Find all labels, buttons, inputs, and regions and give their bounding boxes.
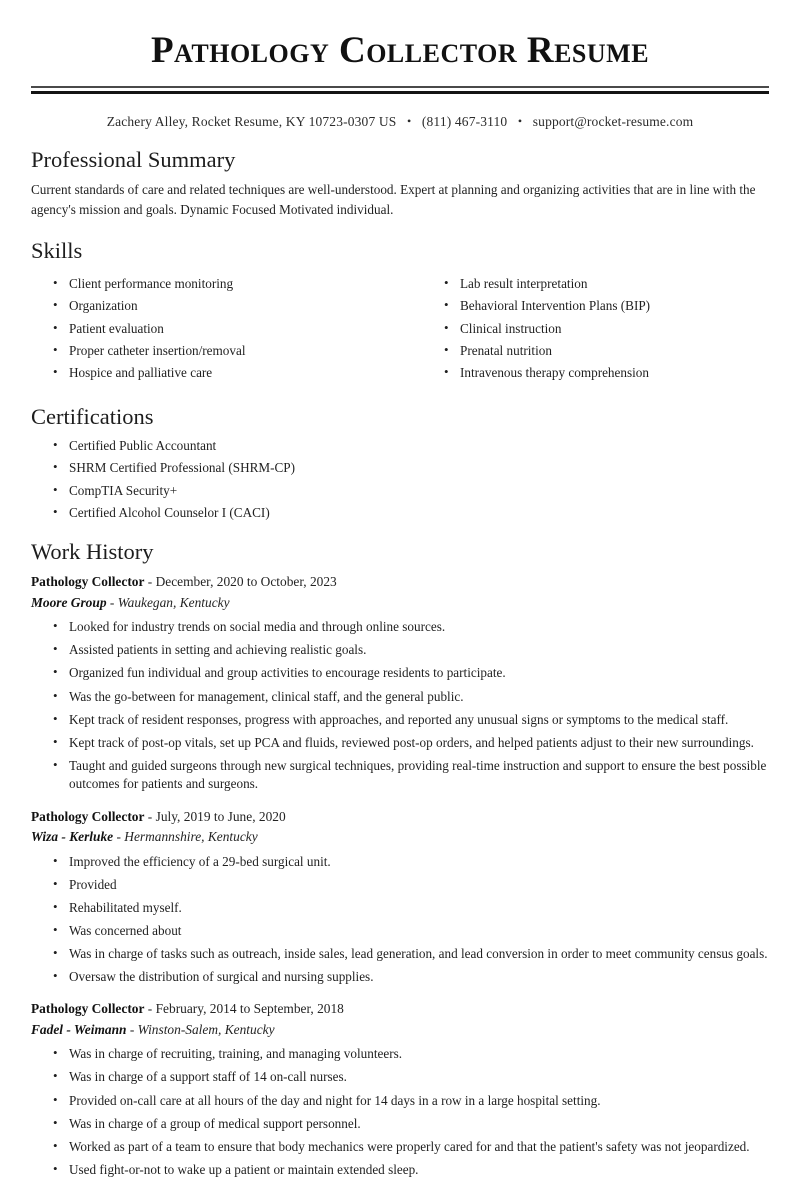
job-separator: - [147, 574, 153, 590]
contact-separator-2: • [517, 113, 523, 128]
job-separator: - [116, 829, 121, 845]
job-title-line [31, 807, 769, 826]
job-company: Wiza - Kerluke [31, 829, 114, 845]
job-dates: July, 2019 to June, 2020 [155, 808, 286, 824]
certifications-list [31, 437, 769, 522]
list-item: • Organized fun individual and group activities to encourage residents to participate. [53, 664, 769, 682]
job-company-line [31, 593, 769, 612]
header-divider [31, 86, 769, 97]
job-location: Waukegan, Kentucky [117, 594, 230, 610]
section-professional-summary [31, 146, 769, 221]
job-title: Pathology Collector [31, 808, 145, 824]
list-item: • Hospice and palliative care [53, 364, 400, 382]
job-bullets [31, 618, 769, 793]
skills-list-right [422, 275, 769, 383]
job-location: Winston-Salem, Kentucky [137, 1021, 275, 1037]
section-heading-summary: Professional Summary [31, 146, 236, 172]
summary-text: Current standards of care and related techniques are well-understood. Expert at planning and organizing activities that are in line with the agency's mission and goals. Dynamic Focused Motivated individual. [31, 181, 756, 218]
list-item: • Proper catheter insertion/removal [53, 342, 400, 360]
skills-column-right [400, 271, 769, 387]
list-item: • Was in charge of a support staff of 14 on-call nurses. [53, 1068, 769, 1086]
divider-line-bottom [31, 91, 769, 94]
job-separator: - [129, 1021, 135, 1037]
list-item: • Was in charge of a group of medical support personnel. [53, 1115, 769, 1133]
job-company-line [31, 827, 769, 846]
list-item: • Patient evaluation [53, 320, 400, 338]
list-item: • Organization [53, 297, 400, 315]
section-work-history [31, 538, 769, 1179]
list-item: • Oversaw the distribution of surgical and nursing supplies. [53, 968, 769, 986]
section-skills [31, 237, 769, 387]
list-item: • Client performance monitoring [53, 275, 400, 293]
list-item: • Clinical instruction [444, 320, 769, 338]
list-item: • Kept track of resident responses, progress with approaches, and reported any unusual signs or symptoms to the medical staff. [53, 711, 769, 729]
list-item: • Provided [53, 876, 769, 894]
list-item: • Worked as part of a team to ensure that body mechanics were properly cared for and that the patient's safety was not jeopardized. [53, 1138, 769, 1156]
list-item: • Was in charge of recruiting, training, and managing volunteers. [53, 1045, 769, 1063]
job-bullets [31, 1045, 769, 1179]
work-history-entry [31, 572, 769, 793]
skills-column-left [31, 271, 400, 387]
work-history-entry [31, 807, 769, 987]
job-dates: December, 2020 to October, 2023 [155, 574, 337, 590]
list-item: • Certified Alcohol Counselor I (CACI) [53, 504, 769, 522]
list-item: • Assisted patients in setting and achieving realistic goals. [53, 641, 769, 659]
skills-columns [31, 271, 769, 387]
section-heading-certifications: Certifications [31, 403, 154, 429]
job-dates: February, 2014 to September, 2018 [155, 1001, 344, 1017]
list-item: • Rehabilitated myself. [53, 899, 769, 917]
skills-list-left [31, 275, 400, 383]
job-company-line [31, 1020, 769, 1039]
page-title: Pathology Collector Resume [150, 30, 650, 71]
list-item: • Taught and guided surgeons through new surgical techniques, providing real-time instruction and support to ensure the best possible outcomes for patients and surgeons. [53, 757, 769, 794]
list-item: • Certified Public Accountant [53, 437, 769, 455]
job-title: Pathology Collector [31, 574, 145, 590]
contact-email: support@rocket-resume.com [532, 113, 694, 129]
list-item: • Lab result interpretation [444, 275, 769, 293]
job-company: Fadel - Weimann [31, 1021, 127, 1037]
job-separator: - [109, 594, 115, 610]
list-item: • Prenatal nutrition [444, 342, 769, 360]
job-location: Hermannshire, Kentucky [124, 829, 258, 845]
job-title-line [31, 999, 769, 1018]
list-item: • Kept track of post-op vitals, set up PCA and fluids, reviewed post-op orders, and helped patients adjust to their new surroundings. [53, 734, 769, 752]
job-bullets [31, 853, 769, 987]
section-certifications [31, 403, 769, 523]
job-separator: - [147, 1001, 153, 1017]
contact-phone: (811) 467-3110 [421, 113, 508, 129]
list-item: • SHRM Certified Professional (SHRM-CP) [53, 459, 769, 477]
list-item: • Behavioral Intervention Plans (BIP) [444, 297, 769, 315]
job-title: Pathology Collector [31, 1001, 145, 1017]
job-company: Moore Group [31, 594, 107, 610]
list-item: • Was in charge of tasks such as outreach, inside sales, lead generation, and lead conversion in order to meet community census goals. [53, 945, 769, 963]
list-item: • CompTIA Security+ [53, 482, 769, 500]
contact-separator-1: • [406, 113, 412, 128]
job-separator: - [147, 808, 153, 824]
section-heading-work-history: Work History [31, 539, 154, 565]
list-item: • Intravenous therapy comprehension [444, 364, 769, 382]
list-item: • Was the go-between for management, clinical staff, and the general public. [53, 688, 769, 706]
job-title-line [31, 572, 769, 591]
work-history-entry [31, 999, 769, 1179]
list-item: • Provided on-call care at all hours of the day and night for 14 days in a row in a large hospital setting. [53, 1092, 769, 1110]
list-item: • Improved the efficiency of a 29-bed surgical unit. [53, 853, 769, 871]
list-item: • Used fight-or-not to wake up a patient or maintain extended sleep. [53, 1161, 769, 1179]
contact-line [31, 114, 769, 130]
contact-address: Zachery Alley, Rocket Resume, KY 10723-0307 US [106, 113, 397, 129]
section-heading-skills: Skills [31, 237, 83, 263]
list-item: • Was concerned about [53, 922, 769, 940]
list-item: • Looked for industry trends on social media and through online sources. [53, 618, 769, 636]
